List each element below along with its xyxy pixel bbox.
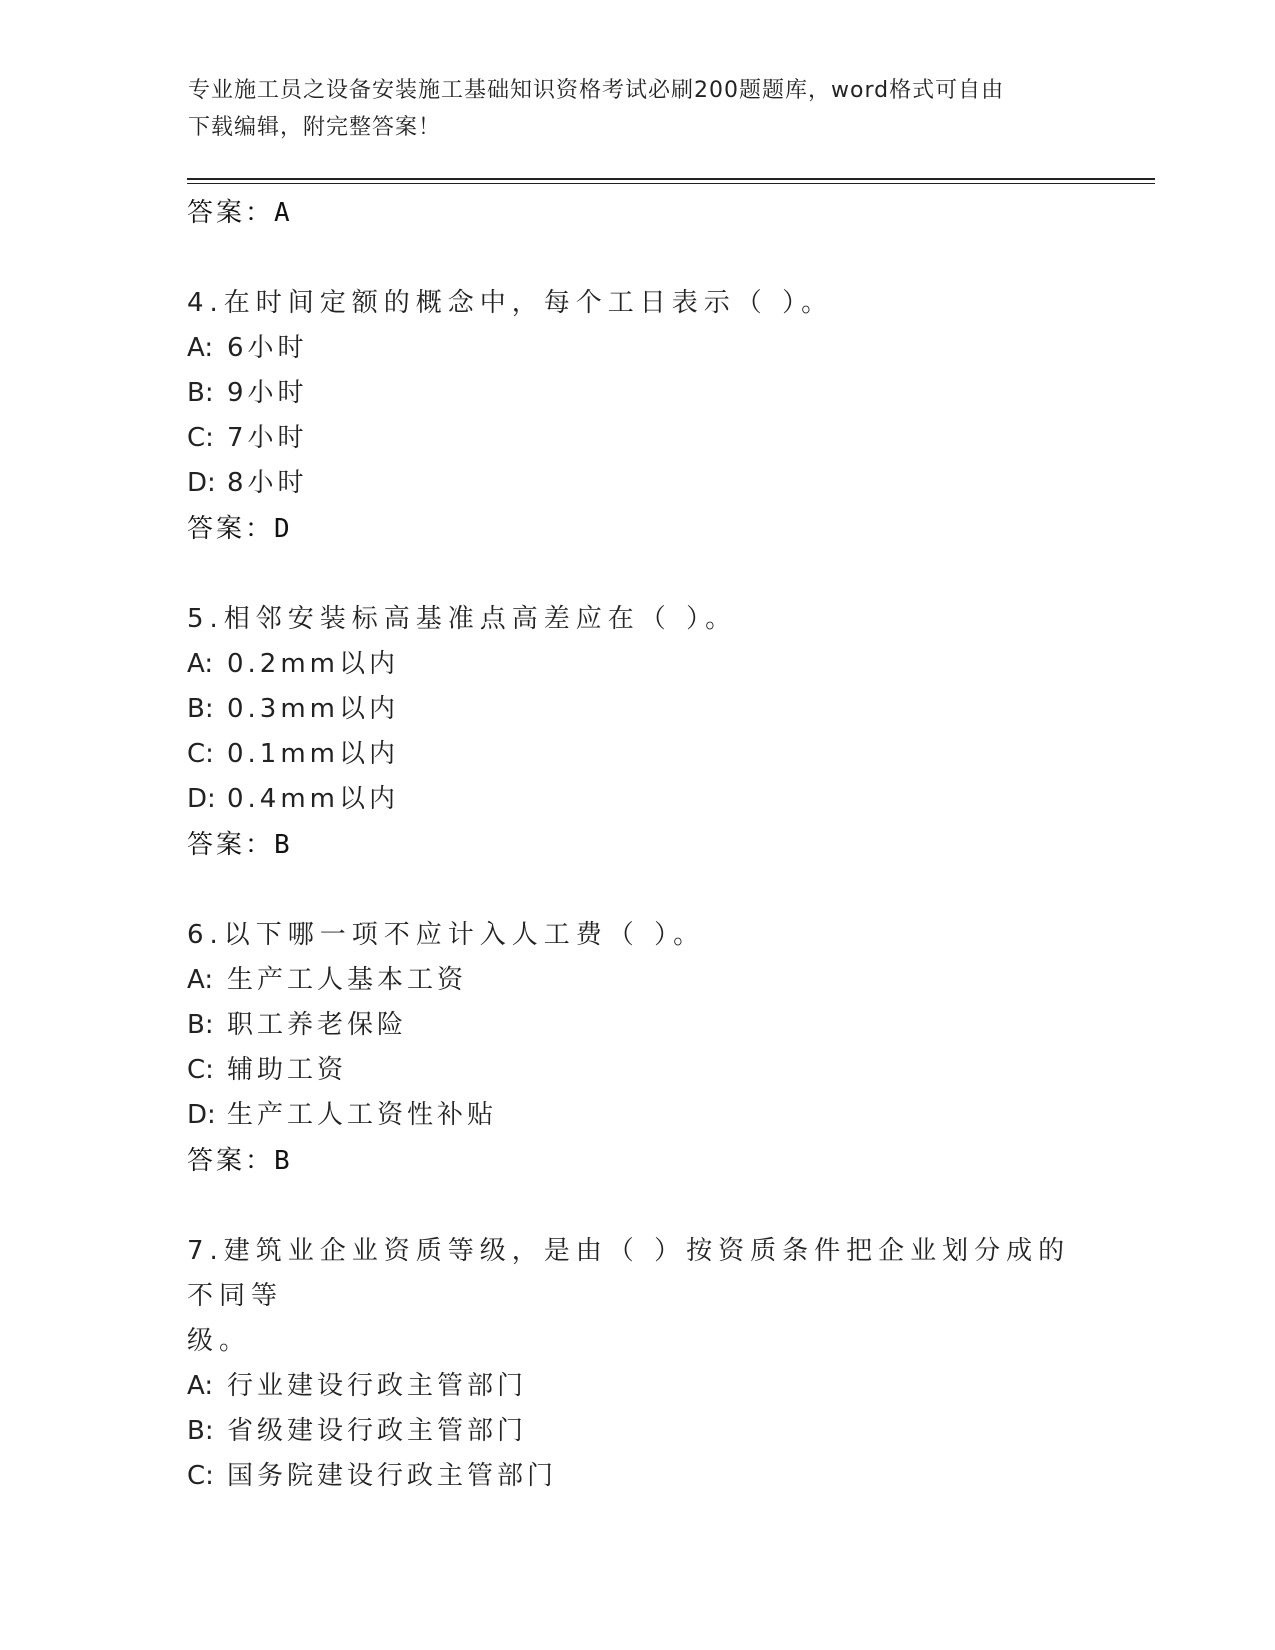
option-letter: C:	[187, 1461, 214, 1491]
option-text: 0.3mm以内	[227, 694, 400, 724]
option-letter: A:	[187, 649, 214, 679]
option-text: 9小时	[227, 378, 308, 408]
option-text: 7小时	[227, 423, 308, 453]
option-c	[187, 1048, 1087, 1093]
question-block	[187, 1229, 1087, 1499]
option-letter: A:	[187, 333, 214, 363]
answer-line	[187, 822, 1087, 868]
option-letter: B:	[187, 378, 214, 408]
option-text: 省级建设行政主管部门	[227, 1416, 528, 1446]
question-block	[187, 913, 1087, 1184]
document-header	[188, 72, 1088, 146]
option-a	[187, 642, 1087, 687]
option-a	[187, 958, 1087, 1003]
answer-line	[187, 190, 1087, 236]
option-text: 生产工人工资性补贴	[227, 1100, 498, 1130]
header-title-line-2: 下载编辑，附完整答案！	[188, 115, 442, 140]
option-letter: D:	[187, 468, 216, 498]
option-text: 0.1mm以内	[227, 739, 400, 769]
option-text: 0.4mm以内	[227, 784, 400, 814]
answer-value: B	[274, 1146, 292, 1176]
option-a	[187, 326, 1087, 371]
question-stem-line-2: 级。	[187, 1326, 252, 1356]
option-text: 职工养老保险	[227, 1010, 408, 1040]
answer-label: 答案：	[187, 830, 275, 860]
option-c	[187, 1454, 1087, 1499]
option-text: 国务院建设行政主管部门	[227, 1461, 558, 1491]
option-letter: C:	[187, 423, 214, 453]
option-text: 行业建设行政主管部门	[227, 1371, 528, 1401]
option-b	[187, 1409, 1087, 1454]
question-stem: 6.以下哪一项不应计入人工费（ ）。	[187, 920, 706, 950]
option-text: 8小时	[227, 468, 308, 498]
option-b	[187, 1003, 1087, 1048]
option-c	[187, 416, 1087, 461]
option-letter: D:	[187, 1100, 216, 1130]
answer-label: 答案：	[187, 1146, 275, 1176]
spacer	[187, 236, 1087, 281]
option-text: 6小时	[227, 333, 308, 363]
question-block	[187, 597, 1087, 868]
option-letter: C:	[187, 1055, 214, 1085]
question-block	[187, 281, 1087, 552]
option-d	[187, 461, 1087, 506]
answer-line	[187, 1138, 1087, 1184]
answer-value: D	[274, 514, 292, 544]
question-stem: 4.在时间定额的概念中，每个工日表示（ ）。	[187, 288, 834, 318]
spacer	[187, 1184, 1087, 1229]
option-letter: A:	[187, 965, 214, 995]
answer-value: B	[274, 830, 292, 860]
option-d	[187, 777, 1087, 822]
spacer	[187, 552, 1087, 597]
option-letter: B:	[187, 694, 214, 724]
option-b	[187, 371, 1087, 416]
option-d	[187, 1093, 1087, 1138]
spacer	[187, 868, 1087, 913]
option-text: 生产工人基本工资	[227, 965, 468, 995]
header-divider-thick	[187, 178, 1155, 180]
option-c	[187, 732, 1087, 777]
header-title-line-1: 专业施工员之设备安装施工基础知识资格考试必刷200题题库，word格式可自由	[188, 78, 1005, 103]
header-divider-thin	[187, 183, 1155, 184]
option-letter: C:	[187, 739, 214, 769]
answer-line	[187, 506, 1087, 552]
question-list	[187, 190, 1087, 1499]
question-stem: 5.相邻安装标高基准点高差应在（ ）。	[187, 604, 738, 634]
option-a	[187, 1364, 1087, 1409]
option-letter: B:	[187, 1010, 214, 1040]
option-letter: B:	[187, 1416, 214, 1446]
question-stem-line-1: 7.建筑业企业资质等级，是由（ ）按资质条件把企业划分成的不同等	[187, 1236, 1071, 1311]
answer-label: 答案：	[187, 514, 275, 544]
option-b	[187, 687, 1087, 732]
answer-label: 答案：	[187, 198, 275, 228]
answer-value: A	[274, 198, 292, 228]
option-text: 辅助工资	[227, 1055, 348, 1085]
option-text: 0.2mm以内	[227, 649, 400, 679]
option-letter: D:	[187, 784, 216, 814]
option-letter: A:	[187, 1371, 214, 1401]
